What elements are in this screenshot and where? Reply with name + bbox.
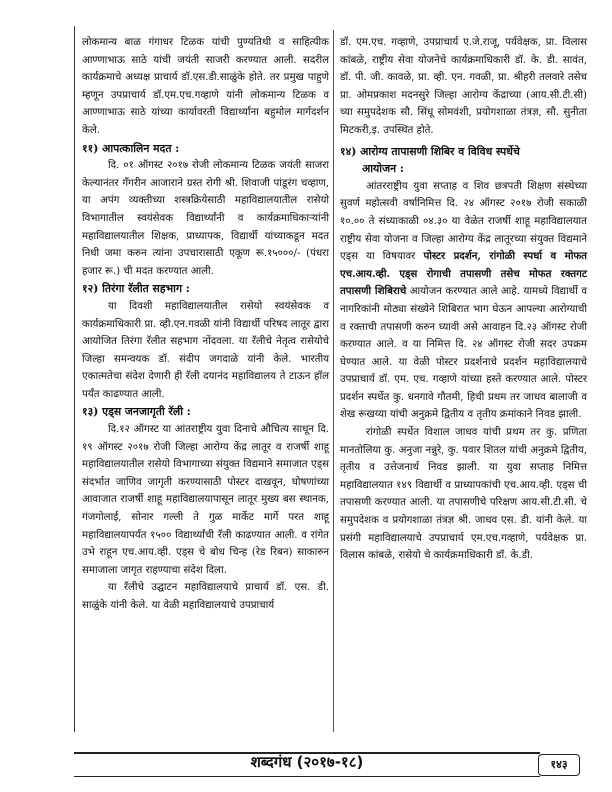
heading-health-camp: १४) आरोग्य तापासणी शिबिर व विविध स्पर्धेचे [340,144,520,158]
paragraph-emergency-help: दि. ०१ ऑगस्ट २०१७ रोजी लोकमान्य टिळक जयंती साजरा केल्यानंतर गॅंगरीन आजाराने ग्रस्त रोगी श्री. शिवाजी पांडूरंग चव्हाण, या अपंग व्यक्तीच्या शस्त्रक्रियेसाठी महाविद्यालयातील रासेयो विभागातील स्वयंसेवक विद्यार्थ्यांनी व कार्यक्रमाधिकाऱ्यांनी महाविद्यालयातील शिक्षक, प्राध्यापक, विद्यार्थी यांच्याकडून मदत निधी जमा करुन त्यांना उपचारासाठी एकूण रू.१५०००/- (पंधरा हजार रू.) ची मदत करण्यात आली. [82,160,329,277]
paragraph-continued: डॉ. एम.एच. गव्हाणे, उपप्राचार्य ए.जे.राजू, पर्यवेक्षक, प्रा. विलास कांबळे, राष्ट्रीय सेवा योजनेचे कार्यक्रमाधिकारी डॉ. के. डी. सावंत, डॉ. पी. जी. कावळे, प्रा. व्ही. एन. गवळी, प्रा. श्रीहरी तलवारे तसेच प्रा. ओमप्रकाश मदनसुरे जिल्हा आरोग्य केंद्राच्या (आय.सी.टी.सी) च्या समुपदेशक सौ. सिंधू सोमवंशी, प्रयोगशाळा तंत्रज्ञ, सौ. सुनीता मिटकरी,इ. उपस्थित होते. [340,37,587,136]
health-camp-text-c: आयोजन करण्यात आले आहे. यामध्ये विद्यार्थी व नागरिकांनी मोठ्या संख्येने शिबिरात भाग घेऊन आपल्या आरोग्याची व रक्ताची तपासणी करुन घ्यावी असे आवाहन दि.२३ ऑगस्ट रोजी करण्यात आले. व या निमित्त दि. २४ ऑगस्ट रोजी सदर उपक्रम घेण्यात आले. या वेळी पोस्टर प्रदर्शनाचे प्रदर्शन महाविद्यालयाचे उपप्राचार्य डॉ. एम. एच. गव्हाणे यांच्या हस्ते करण्यात आले. पोस्टर प्रदर्शन स्पर्धेत कु. धनगावे गौतमी, हिची प्रथम तर जाधव बालाजी व शेख रूखय्या यांची अनुक्रमे द्वितीय व तृतीय क्रमांकाने निवड झाली. [340,286,587,421]
heading-aids-rally: १३) एड्स जनजागृती रॅली : [82,405,191,419]
left-column [82,34,329,615]
heading-tiranga-rally: १२) तिरंगा रॅलीत सहभाग : [82,282,190,296]
paragraph-rangoli-results: रांगोळी स्पर्धेत विशाल जाधव यांची प्रथम तर कु. प्रणिता मानतोलिया कु. अनुजा नन्नुरे, कु. पवार शितल यांची अनुक्रमे द्वितीय, तृतीय व उत्तेजनार्थ निवड झाली. या युवा सप्ताह निमित्त महाविद्यालयात १४९ विद्यार्थी व प्राध्यापकांची एच.आय.व्ही. एड्स ची तपासणी करण्यात आली. या तपासणीचे परिक्षण आय.सी.टी.सी. चे समुपदेशक व प्रयोगशाळा तंत्रज्ञ श्री. जाधव एस. डी. यांनी केले. या प्रसंगी महाविद्यालयाचे उपप्राचार्य एम.एच.गव्हाणे, पर्यवेक्षक प्रा. विलास कांबळे, रासेयो चे कार्यक्रमाधिकारी डॉ. के.डी. [340,427,587,562]
page-footer [74,746,580,778]
health-camp-highlight: पोस्टर प्रदर्शन, रांगोळी स्पर्धा व मोफत एच.आय.व्ही. एड्स रोगाची तपासणी तसेच मोफत रक्तगट तपासणी शिबिराचे [340,250,587,298]
right-column [340,34,587,565]
page-number: १४३ [538,754,580,776]
paragraph-health-camp [340,178,587,424]
paragraph-aids-rally-inauguration: या रॅलीचे उद्घाटन महाविद्यालयाचे प्राचार्य डॉ. एस. डी. साळुंके यांनी केले. या वेळी महाविद्यालयाचे उपप्राचार्य [82,582,329,611]
footer-title: शब्दगंध (२०१७-१८) [250,753,364,771]
heading-emergency-help: ११) आपत्कालिन मदत : [82,141,180,155]
heading-health-camp-line2: आयोजन : [362,162,404,176]
paragraph-tiranga-rally: या दिवशी महाविद्यालयातील रासेयो स्वयंसेवक व कार्यक्रमाधिकारी प्रा. व्ही.एन.गवळी यांनी विद्यार्थी परिषद लातूर द्वारा आयोजित तिरंगा रॅलीत सहभाग नोंदवला. या रॅलीचे नेतृत्व रासेयोचे जिल्हा समन्वयक डॉ. संदीप जगदाळे यांनी केले. भारतीय एकात्मतेचा संदेश देणारी ही रॅली दयानंद महाविद्यालय ते टाऊन हॉल पर्यंत काढण्यात आली. [82,300,329,400]
column-divider [333,30,334,732]
health-camp-text-a: आंतरराष्ट्रीय युवा सप्ताह व शिव छत्रपती शिक्षण संस्थेच्या सुवर्ण महोत्सवी वर्षानिमित्त दि. २४ ऑगस्ट २०१७ रोजी सकाळी १०.०० ते संध्याकाळी ०४.३० या वेळेत राजर्षी शाहू महाविद्यालयात राष्ट्रीय सेवा योजना व जिल्हा आरोग्य केंद्र लातूरच्या संयुक्त विद्यमाने एड्स या विषयावर [340,180,587,263]
left-margin-rule [74,26,75,732]
paragraph-aids-rally: दि.१२ ऑगस्ट या आंतराष्ट्रीय युवा दिनाचे औचित्य साधून दि. १९ ऑगस्ट २०१७ रोजी जिल्हा आरोग्य केंद्र लातूर व राजर्षी शाहू महाविद्यालयातील रासेयो विभागाच्या संयुक्त विद्यमाने समाजात एड्स संदर्भात जाणिव जागृती करण्यासाठी पोस्टर दाखवून, घोषणांच्या आवाजात राजर्षी शाहू महाविद्यालयापासून लातूर मुख्य बस स्थानक, गंजगोलाई, सोनार गल्ली ते गुळ मार्केट मार्गे परत शाहू महाविद्यालयापर्यंत १५०० विद्यार्थ्यांची रॅली काढण्यात आली. व रांगेत उभे राहून एच.आय.व्ही. एड्स चे बोध चिन्ह (रेड रिबन) साकारुन समाजाला जागृत राहण्याचा संदेश दिला. [82,424,329,576]
paragraph-intro: लोकमान्य बाळ गंगाधर टिळक यांची पुण्यतिथी व साहित्यीक आण्णाभाऊ साठे यांची जयंती साजरी करण्यात आली. सदरील कार्यक्रमाचे अध्यक्ष प्राचार्य डॉ.एस.डी.साळुंके होते. तर प्रमुख पाहुणे म्हणून उपप्राचार्य डॉ.एम.एच.गव्हाणे यांनी लोकमान्य टिळक व आण्णाभाऊ साठे यांच्या कार्यावरती विद्यार्थ्यांना बहुमोल मार्गदर्शन केले. [82,37,329,136]
